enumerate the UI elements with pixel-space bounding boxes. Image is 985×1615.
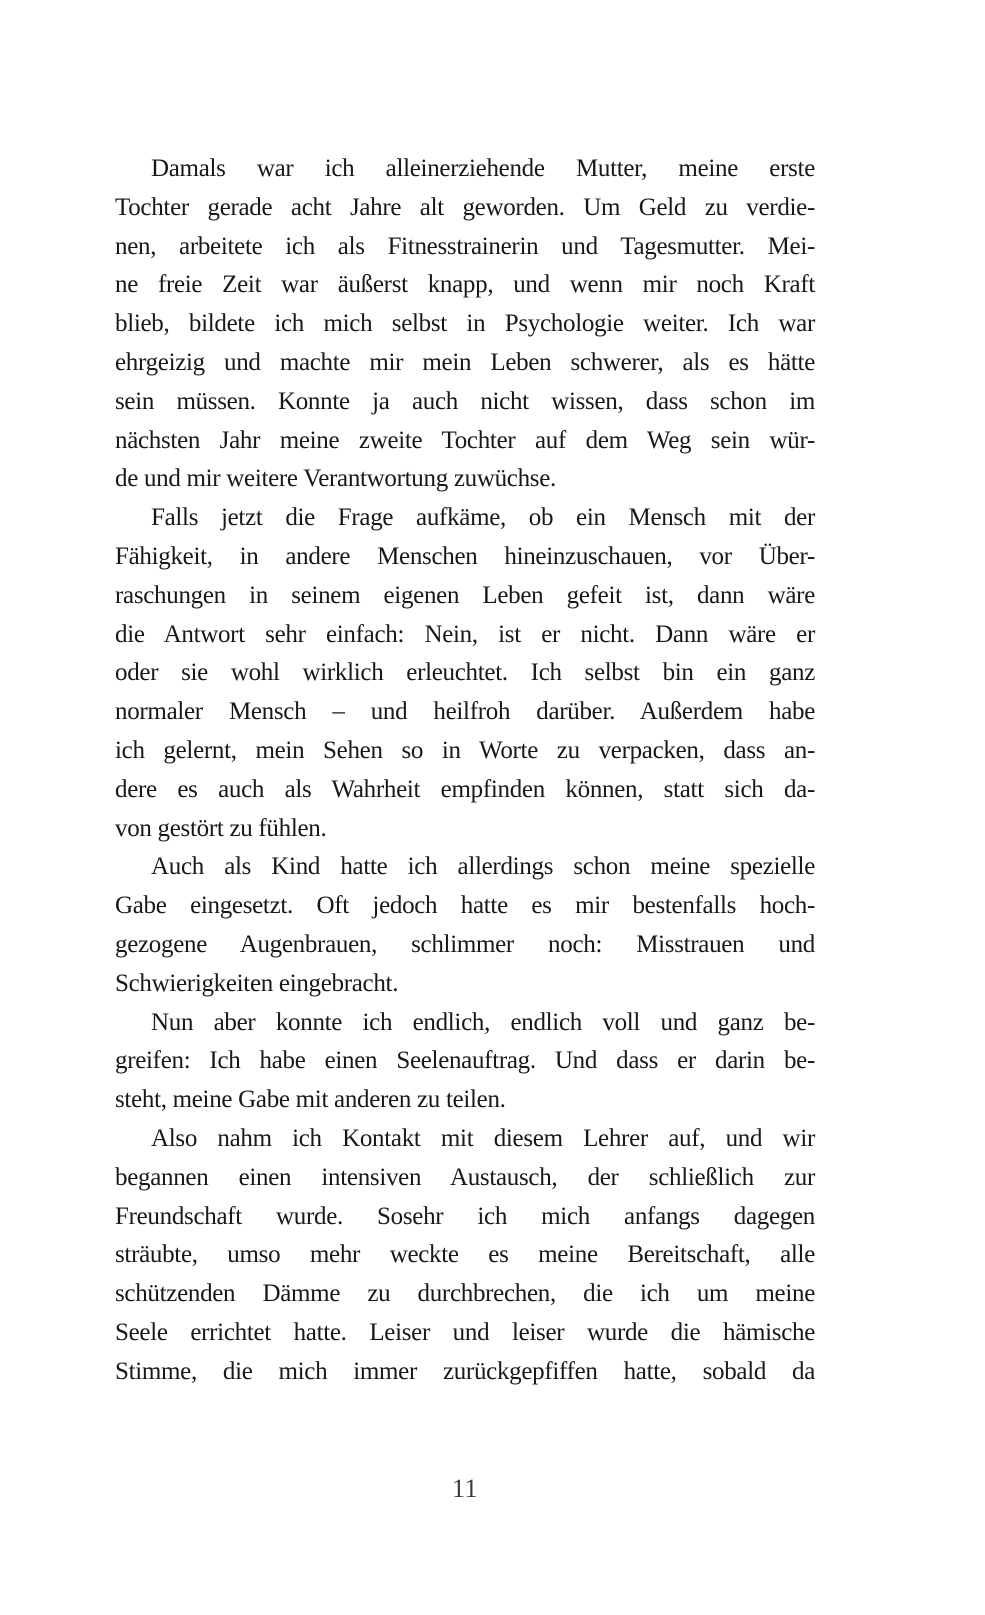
- text-line: oder sie wohl wirklich erleuchtet. Ich selbst bin ein ganz: [115, 659, 815, 687]
- text-line: ne freie Zeit war äußerst knapp, und wenn mir noch Kraft: [115, 271, 815, 299]
- text-line: Nun aber konnte ich endlich, endlich voll und ganz be-: [151, 1008, 815, 1036]
- paragraph: [115, 499, 815, 848]
- text-line: Schwierigkeiten eingebracht.: [115, 969, 399, 997]
- text-line: sein müssen. Konnte ja auch nicht wissen, dass schon im: [115, 387, 815, 415]
- text-line: Gabe eingesetzt. Oft jedoch hatte es mir bestenfalls hoch-: [115, 892, 815, 920]
- text-line: de und mir weitere Verantwortung zuwüchse.: [115, 465, 556, 493]
- text-line: dere es auch als Wahrheit empfinden können, statt sich da-: [115, 775, 815, 803]
- text-line: Damals war ich alleinerziehende Mutter, meine erste: [151, 155, 815, 182]
- paragraph: [115, 1120, 815, 1392]
- text-line: Falls jetzt die Frage aufkäme, ob ein Mensch mit der: [151, 504, 815, 532]
- text-line: raschungen in seinem eigenen Leben gefeit ist, dann wäre: [115, 581, 815, 609]
- text-line: Freundschaft wurde. Sosehr ich mich anfangs dagegen: [115, 1202, 815, 1230]
- text-line: sträubte, umso mehr weckte es meine Bereitschaft, alle: [115, 1241, 815, 1269]
- paragraph: [115, 150, 815, 499]
- text-line: die Antwort sehr einfach: Nein, ist er nicht. Dann wäre er: [115, 620, 815, 648]
- text-line: ich gelernt, mein Sehen so in Worte zu verpacken, dass an-: [115, 736, 815, 764]
- text-line: steht, meine Gabe mit anderen zu teilen.: [115, 1086, 506, 1114]
- text-line: greifen: Ich habe einen Seelenauftrag. Und dass er darin be-: [115, 1047, 815, 1075]
- text-line: Seele errichtet hatte. Leiser und leiser wurde die hämische: [115, 1318, 815, 1346]
- text-line: gezogene Augenbrauen, schlimmer noch: Misstrauen und: [115, 930, 815, 958]
- paragraph: [115, 848, 815, 1003]
- text-line: normaler Mensch – und heilfroh darüber. Außerdem habe: [115, 698, 815, 726]
- text-line: ehrgeizig und machte mir mein Leben schwerer, als es hätte: [115, 348, 815, 376]
- text-line: nen, arbeitete ich als Fitnesstrainerin und Tagesmutter. Mei-: [115, 232, 815, 260]
- text-line: begannen einen intensiven Austausch, der schließlich zur: [115, 1163, 815, 1191]
- text-line: Stimme, die mich immer zurückgepfiffen hatte, sobald da: [115, 1357, 815, 1385]
- text-line: blieb, bildete ich mich selbst in Psychologie weiter. Ich war: [115, 310, 815, 338]
- text-line: Tochter gerade acht Jahre alt geworden. Um Geld zu verdie-: [115, 193, 815, 221]
- text-line: schützenden Dämme zu durchbrechen, die ich um meine: [115, 1280, 815, 1308]
- text-line: nächsten Jahr meine zweite Tochter auf dem Weg sein wür-: [115, 426, 815, 454]
- paragraph: [115, 1004, 815, 1120]
- text-line: Auch als Kind hatte ich allerdings schon meine spezielle: [151, 853, 815, 881]
- text-line: Also nahm ich Kontakt mit diesem Lehrer auf, und wir: [151, 1124, 815, 1152]
- text-line: Fähigkeit, in andere Menschen hineinzuschauen, vor Über-: [115, 542, 815, 570]
- text-line: von gestört zu fühlen.: [115, 814, 327, 842]
- page-number: 11: [451, 1474, 479, 1503]
- text-block: [115, 150, 815, 1392]
